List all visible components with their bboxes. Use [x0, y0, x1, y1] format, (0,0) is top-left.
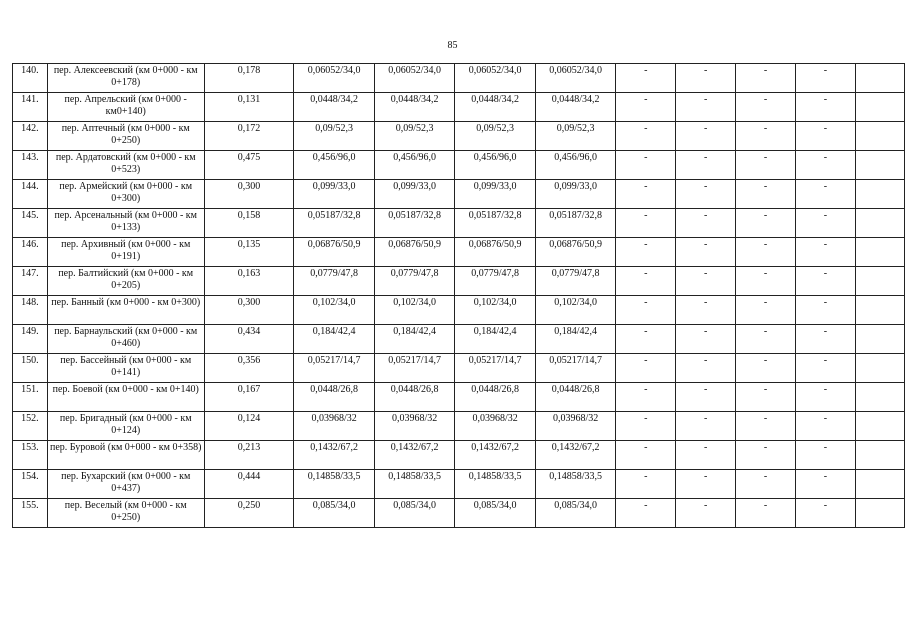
table-row [13, 383, 905, 412]
value-cell: 0,085/34,0 [535, 499, 616, 528]
empty-value-cell: - [676, 122, 736, 151]
empty-value-cell: - [795, 64, 855, 93]
row-number-cell: 140. [13, 64, 48, 93]
length-cell: 0,124 [204, 412, 294, 441]
blank-cell [855, 296, 904, 325]
row-number-cell: 143. [13, 151, 48, 180]
empty-value-cell: - [795, 325, 855, 354]
empty-value-cell: - [616, 64, 676, 93]
value-cell: 0,0448/26,8 [455, 383, 536, 412]
row-number-cell: 148. [13, 296, 48, 325]
value-cell: 0,06876/50,9 [294, 238, 375, 267]
table-row [13, 267, 905, 296]
value-cell: 0,0779/47,8 [374, 267, 455, 296]
empty-value-cell: - [736, 93, 796, 122]
blank-cell [855, 325, 904, 354]
empty-value-cell: - [616, 180, 676, 209]
value-cell: 0,14858/33,5 [455, 470, 536, 499]
blank-cell [855, 267, 904, 296]
value-cell: 0,0448/34,2 [455, 93, 536, 122]
blank-cell [855, 238, 904, 267]
empty-value-cell: - [736, 122, 796, 151]
value-cell: 0,099/33,0 [455, 180, 536, 209]
value-cell: 0,09/52,3 [294, 122, 375, 151]
empty-value-cell: - [616, 441, 676, 470]
value-cell: 0,0448/34,2 [294, 93, 375, 122]
empty-value-cell: - [736, 325, 796, 354]
empty-value-cell: - [795, 470, 855, 499]
empty-value-cell: - [616, 499, 676, 528]
length-cell: 0,131 [204, 93, 294, 122]
length-cell: 0,300 [204, 296, 294, 325]
row-number-cell: 149. [13, 325, 48, 354]
length-cell: 0,167 [204, 383, 294, 412]
empty-value-cell: - [795, 296, 855, 325]
road-name-cell: пер. Алексеевский (км 0+000 - км 0+178) [47, 64, 204, 93]
blank-cell [855, 470, 904, 499]
row-number-cell: 145. [13, 209, 48, 238]
value-cell: 0,085/34,0 [294, 499, 375, 528]
empty-value-cell: - [736, 238, 796, 267]
road-name-cell: пер. Апрельский (км 0+000 - км0+140) [47, 93, 204, 122]
empty-value-cell: - [795, 267, 855, 296]
road-name-cell: пер. Бассейный (км 0+000 - км 0+141) [47, 354, 204, 383]
empty-value-cell: - [676, 470, 736, 499]
length-cell: 0,356 [204, 354, 294, 383]
row-number-cell: 141. [13, 93, 48, 122]
value-cell: 0,05217/14,7 [294, 354, 375, 383]
table-row [13, 470, 905, 499]
road-name-cell: пер. Ардатовский (км 0+000 - км 0+523) [47, 151, 204, 180]
empty-value-cell: - [795, 499, 855, 528]
empty-value-cell: - [616, 412, 676, 441]
roads-table [12, 63, 905, 528]
row-number-cell: 144. [13, 180, 48, 209]
road-name-cell: пер. Арсенальный (км 0+000 - км 0+133) [47, 209, 204, 238]
empty-value-cell: - [795, 151, 855, 180]
road-name-cell: пер. Банный (км 0+000 - км 0+300) [47, 296, 204, 325]
blank-cell [855, 354, 904, 383]
empty-value-cell: - [795, 383, 855, 412]
road-name-cell: пер. Веселый (км 0+000 - км 0+250) [47, 499, 204, 528]
value-cell: 0,102/34,0 [294, 296, 375, 325]
empty-value-cell: - [616, 93, 676, 122]
value-cell: 0,06876/50,9 [535, 238, 616, 267]
empty-value-cell: - [676, 180, 736, 209]
value-cell: 0,14858/33,5 [535, 470, 616, 499]
value-cell: 0,0448/34,2 [374, 93, 455, 122]
empty-value-cell: - [676, 441, 736, 470]
empty-value-cell: - [676, 325, 736, 354]
table-row [13, 499, 905, 528]
empty-value-cell: - [736, 354, 796, 383]
empty-value-cell: - [676, 499, 736, 528]
table-row [13, 93, 905, 122]
empty-value-cell: - [795, 354, 855, 383]
road-name-cell: пер. Армейский (км 0+000 - км 0+300) [47, 180, 204, 209]
length-cell: 0,444 [204, 470, 294, 499]
value-cell: 0,456/96,0 [455, 151, 536, 180]
row-number-cell: 152. [13, 412, 48, 441]
length-cell: 0,163 [204, 267, 294, 296]
empty-value-cell: - [736, 499, 796, 528]
row-number-cell: 146. [13, 238, 48, 267]
road-name-cell: пер. Архивный (км 0+000 - км 0+191) [47, 238, 204, 267]
table-row [13, 441, 905, 470]
row-number-cell: 151. [13, 383, 48, 412]
blank-cell [855, 209, 904, 238]
value-cell: 0,456/96,0 [294, 151, 375, 180]
value-cell: 0,06052/34,0 [535, 64, 616, 93]
value-cell: 0,06052/34,0 [294, 64, 375, 93]
empty-value-cell: - [736, 180, 796, 209]
value-cell: 0,102/34,0 [535, 296, 616, 325]
table-row [13, 64, 905, 93]
empty-value-cell: - [736, 470, 796, 499]
value-cell: 0,102/34,0 [374, 296, 455, 325]
value-cell: 0,14858/33,5 [374, 470, 455, 499]
value-cell: 0,184/42,4 [455, 325, 536, 354]
road-name-cell: пер. Буровой (км 0+000 - км 0+358) [47, 441, 204, 470]
value-cell: 0,456/96,0 [374, 151, 455, 180]
blank-cell [855, 151, 904, 180]
value-cell: 0,03968/32 [535, 412, 616, 441]
value-cell: 0,099/33,0 [294, 180, 375, 209]
empty-value-cell: - [736, 441, 796, 470]
empty-value-cell: - [616, 151, 676, 180]
value-cell: 0,0448/26,8 [535, 383, 616, 412]
empty-value-cell: - [676, 267, 736, 296]
empty-value-cell: - [676, 93, 736, 122]
empty-value-cell: - [676, 238, 736, 267]
empty-value-cell: - [736, 64, 796, 93]
empty-value-cell: - [736, 296, 796, 325]
empty-value-cell: - [676, 64, 736, 93]
value-cell: 0,184/42,4 [374, 325, 455, 354]
road-name-cell: пер. Балтийский (км 0+000 - км 0+205) [47, 267, 204, 296]
row-number-cell: 147. [13, 267, 48, 296]
length-cell: 0,158 [204, 209, 294, 238]
empty-value-cell: - [676, 412, 736, 441]
value-cell: 0,102/34,0 [455, 296, 536, 325]
value-cell: 0,09/52,3 [455, 122, 536, 151]
road-name-cell: пер. Аптечный (км 0+000 - км 0+250) [47, 122, 204, 151]
value-cell: 0,085/34,0 [374, 499, 455, 528]
blank-cell [855, 93, 904, 122]
table-row [13, 325, 905, 354]
value-cell: 0,06052/34,0 [455, 64, 536, 93]
empty-value-cell: - [736, 267, 796, 296]
empty-value-cell: - [616, 238, 676, 267]
empty-value-cell: - [795, 238, 855, 267]
value-cell: 0,09/52,3 [535, 122, 616, 151]
value-cell: 0,05187/32,8 [294, 209, 375, 238]
length-cell: 0,434 [204, 325, 294, 354]
table-row [13, 180, 905, 209]
empty-value-cell: - [616, 470, 676, 499]
value-cell: 0,1432/67,2 [374, 441, 455, 470]
value-cell: 0,05187/32,8 [535, 209, 616, 238]
value-cell: 0,0448/34,2 [535, 93, 616, 122]
value-cell: 0,1432/67,2 [535, 441, 616, 470]
empty-value-cell: - [676, 296, 736, 325]
empty-value-cell: - [616, 354, 676, 383]
value-cell: 0,09/52,3 [374, 122, 455, 151]
empty-value-cell: - [616, 296, 676, 325]
row-number-cell: 154. [13, 470, 48, 499]
empty-value-cell: - [795, 93, 855, 122]
table-row [13, 412, 905, 441]
empty-value-cell: - [616, 267, 676, 296]
value-cell: 0,03968/32 [374, 412, 455, 441]
table-body [13, 64, 905, 528]
empty-value-cell: - [795, 122, 855, 151]
page-number: 85 [447, 40, 458, 51]
row-number-cell: 142. [13, 122, 48, 151]
table-row [13, 238, 905, 267]
blank-cell [855, 383, 904, 412]
value-cell: 0,099/33,0 [374, 180, 455, 209]
empty-value-cell: - [795, 180, 855, 209]
length-cell: 0,250 [204, 499, 294, 528]
blank-cell [855, 122, 904, 151]
value-cell: 0,184/42,4 [535, 325, 616, 354]
table-row [13, 354, 905, 383]
length-cell: 0,178 [204, 64, 294, 93]
blank-cell [855, 64, 904, 93]
table-row [13, 151, 905, 180]
row-number-cell: 155. [13, 499, 48, 528]
length-cell: 0,135 [204, 238, 294, 267]
value-cell: 0,03968/32 [455, 412, 536, 441]
value-cell: 0,456/96,0 [535, 151, 616, 180]
value-cell: 0,0779/47,8 [535, 267, 616, 296]
value-cell: 0,0448/26,8 [374, 383, 455, 412]
empty-value-cell: - [795, 441, 855, 470]
value-cell: 0,085/34,0 [455, 499, 536, 528]
value-cell: 0,05217/14,7 [535, 354, 616, 383]
empty-value-cell: - [616, 209, 676, 238]
value-cell: 0,184/42,4 [294, 325, 375, 354]
empty-value-cell: - [736, 151, 796, 180]
blank-cell [855, 180, 904, 209]
road-name-cell: пер. Барнаульский (км 0+000 - км 0+460) [47, 325, 204, 354]
value-cell: 0,0448/26,8 [294, 383, 375, 412]
empty-value-cell: - [676, 383, 736, 412]
empty-value-cell: - [795, 209, 855, 238]
table-row [13, 296, 905, 325]
empty-value-cell: - [616, 325, 676, 354]
value-cell: 0,05217/14,7 [455, 354, 536, 383]
blank-cell [855, 441, 904, 470]
row-number-cell: 153. [13, 441, 48, 470]
length-cell: 0,213 [204, 441, 294, 470]
empty-value-cell: - [676, 354, 736, 383]
blank-cell [855, 499, 904, 528]
value-cell: 0,0779/47,8 [294, 267, 375, 296]
value-cell: 0,099/33,0 [535, 180, 616, 209]
value-cell: 0,06876/50,9 [374, 238, 455, 267]
value-cell: 0,1432/67,2 [294, 441, 375, 470]
value-cell: 0,03968/32 [294, 412, 375, 441]
empty-value-cell: - [795, 412, 855, 441]
road-name-cell: пер. Бухарский (км 0+000 - км 0+437) [47, 470, 204, 499]
row-number-cell: 150. [13, 354, 48, 383]
value-cell: 0,06052/34,0 [374, 64, 455, 93]
blank-cell [855, 412, 904, 441]
value-cell: 0,14858/33,5 [294, 470, 375, 499]
value-cell: 0,05217/14,7 [374, 354, 455, 383]
value-cell: 0,0779/47,8 [455, 267, 536, 296]
value-cell: 0,05187/32,8 [374, 209, 455, 238]
empty-value-cell: - [676, 209, 736, 238]
value-cell: 0,05187/32,8 [455, 209, 536, 238]
table-row [13, 209, 905, 238]
value-cell: 0,06876/50,9 [455, 238, 536, 267]
empty-value-cell: - [736, 412, 796, 441]
empty-value-cell: - [736, 383, 796, 412]
empty-value-cell: - [736, 209, 796, 238]
road-name-cell: пер. Боевой (км 0+000 - км 0+140) [47, 383, 204, 412]
length-cell: 0,300 [204, 180, 294, 209]
value-cell: 0,1432/67,2 [455, 441, 536, 470]
empty-value-cell: - [676, 151, 736, 180]
length-cell: 0,172 [204, 122, 294, 151]
length-cell: 0,475 [204, 151, 294, 180]
empty-value-cell: - [616, 383, 676, 412]
road-name-cell: пер. Бригадный (км 0+000 - км 0+124) [47, 412, 204, 441]
table-row [13, 122, 905, 151]
empty-value-cell: - [616, 122, 676, 151]
